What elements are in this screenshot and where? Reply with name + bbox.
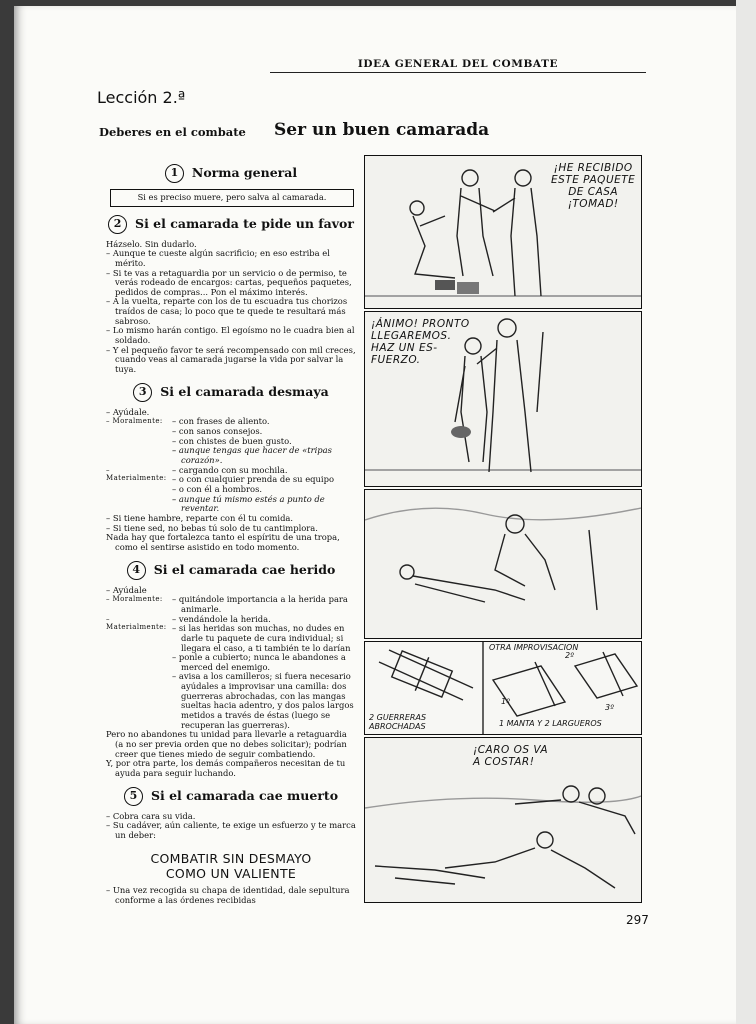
diagram-caption: 2 GUERRERAS ABROCHADAS: [369, 713, 427, 731]
boxed-maxim: Si es preciso muere, pero salva al camarada.: [110, 189, 354, 207]
text-line: – avisa a los camilleros; si fuera necesario ayúdales a improvisar una camilla: dos guerreras abrochadas, con las mangas sueltas hacia adentro, y dos palos largos metidos a través de éstas (luego se recuperan las guerreras).: [172, 671, 354, 730]
label-moral: – Moralmente:: [106, 595, 163, 604]
comic-panel-encouragement: [364, 311, 642, 487]
moral-items: [172, 417, 356, 465]
comic-panel-fallen: [364, 737, 642, 903]
text-line: Pero no abandones tu unidad para llevarle a retaguardia (a no ser previa orden que no debes solicitar); podrían creer que tienes miedo de seguir combatiendo.: [106, 729, 347, 759]
text-line: – vendándole la herida.: [172, 613, 271, 624]
step-label: 1º: [501, 697, 510, 706]
text-line: Nada hay que fortalezca tanto el espíritu de una tropa, como el sentirse asistido en todo momento.: [106, 532, 340, 552]
text-line: – A la vuelta, reparte con los de tu escuadra tus chorizos traídos de casa; lo poco que te quede te resultará más sabroso.: [106, 296, 348, 326]
diagram-caption: 1 MANTA Y 2 LARGUEROS: [499, 719, 602, 728]
text-line: Y, por otra parte, los demás compañeros necesitan de tu ayuda para seguir luchando.: [106, 758, 346, 779]
section-heading-2: [106, 215, 356, 234]
speech-bubble: ¡HE RECIBIDO ESTE PAQUETE DE CASA ¡TOMAD!: [551, 162, 636, 211]
text-line: Házselo. Sin dudarlo.: [106, 238, 197, 249]
page-title: Ser un buen camarada: [274, 120, 490, 140]
label-moral: – Moralmente:: [106, 417, 163, 426]
comic-column: [364, 155, 642, 905]
text-line: – Aunque te cueste algún sacrificio; en eso estriba el mérito.: [106, 248, 330, 268]
section-number: 2: [108, 215, 127, 234]
material-block: [106, 615, 356, 731]
text-line: – Si tiene sed, no bebas tú solo de tu cantimplora.: [106, 522, 318, 533]
text-column: [106, 156, 356, 905]
section-title: Si el camarada te pide un favor: [135, 215, 354, 231]
section-title: Si el camarada cae herido: [153, 561, 336, 577]
section-heading-5: [106, 787, 356, 806]
section-number: 4: [127, 561, 146, 580]
section-number: 1: [165, 164, 184, 183]
moral-block: [106, 417, 356, 465]
step-label: 2º: [565, 651, 574, 660]
section-heading-1: [106, 164, 356, 183]
text-line: – Su cadáver, aún caliente, te exige un esfuerzo y te marca un deber:: [106, 820, 356, 840]
text-line: – Ayúdale: [106, 584, 147, 595]
text-line: – Si te vas a retaguardia por un servicio o de permiso, te verás rodeado de encargos: cartas, pequeños paquetes, pedidos de compras... Pon el máximo interés.: [106, 267, 352, 297]
comic-panel-package: [364, 155, 642, 309]
section-heading-3: [106, 383, 356, 402]
motto: [106, 851, 356, 882]
material-items: [172, 466, 356, 514]
lesson-label: Lección 2.ª: [97, 88, 186, 107]
text-line: – si las heridas son muchas, no dudes en darle tu paquete de cura individual; si llegara el caso, a ti también te lo darían: [172, 623, 351, 653]
section-title: Si el camarada cae muerto: [150, 788, 339, 803]
speech-bubble: ¡ÁNIMO! PRONTO LLEGAREMOS. HAZ UN ES- FUERZO.: [371, 318, 470, 367]
text-line: – o con él a hombros.: [172, 483, 263, 494]
text-line: – Ayúdale.: [106, 406, 150, 417]
bandaging-wounded-illustration: [365, 490, 641, 638]
text-line: – Y el pequeño favor te será recompensado con mil creces, cuando veas al camarada jugarse la vida por salvar la tuya.: [106, 344, 356, 375]
comic-panel-wounded: [364, 489, 642, 639]
text-line: – quitándole importancia a la herida para animarle.: [172, 594, 348, 614]
label-material: – Materialmente:: [106, 614, 167, 631]
text-line: – con chistes de buen gusto.: [172, 435, 292, 446]
section-heading-4: [106, 561, 356, 580]
text-line: – Si tiene hambre, reparte con él tu comida.: [106, 512, 294, 523]
label-material: – Materialmente:: [106, 465, 167, 482]
text-line: – aunque tú mismo estés a punto de reventar.: [172, 493, 325, 514]
text-line: – con frases de aliento.: [172, 416, 270, 427]
step-label: 3º: [605, 703, 614, 712]
text-line: – o con cualquier prenda de su equipo: [172, 474, 335, 485]
diagram-title: OTRA IMPROVISACION: [489, 643, 579, 652]
text-line: – Lo mismo harán contigo. El egoísmo no le cuadra bien al soldado.: [106, 325, 355, 346]
moral-block: [106, 595, 356, 614]
section-title: Si el camarada desmaya: [160, 384, 329, 400]
text-line: – Cobra cara su vida.: [106, 810, 196, 821]
section-number: 3: [133, 383, 152, 402]
helmet-icon: [451, 426, 471, 438]
section-number: 5: [124, 787, 143, 806]
page-edge: [736, 0, 756, 1024]
section-title: Norma general: [191, 165, 298, 181]
text-line: – aunque tengas que hacer de «tripas corazón».: [172, 445, 332, 465]
page-number: 297: [626, 913, 649, 927]
comic-panel-stretchers: [364, 641, 642, 735]
text-line: – ponle a cubierto; nunca le abandones a merced del enemigo.: [172, 652, 346, 672]
motto-line: COMO UN VALIENTE: [165, 866, 297, 882]
speech-bubble: ¡CARO OS VA A COSTAR!: [473, 744, 549, 769]
section-subtitle: Deberes en el combate: [99, 125, 246, 139]
package-icon: [435, 280, 455, 290]
material-block: [106, 466, 356, 514]
text-line: – cargando con su mochila.: [172, 464, 288, 475]
running-head: IDEA GENERAL DEL COMBATE: [270, 58, 646, 73]
motto-line: COMBATIR SIN DESMAYO: [150, 850, 312, 866]
text-line: – con sanos consejos.: [172, 426, 263, 437]
text-line: – Una vez recogida su chapa de identidad, dale sepultura conforme a las órdenes recibidas: [106, 884, 350, 905]
